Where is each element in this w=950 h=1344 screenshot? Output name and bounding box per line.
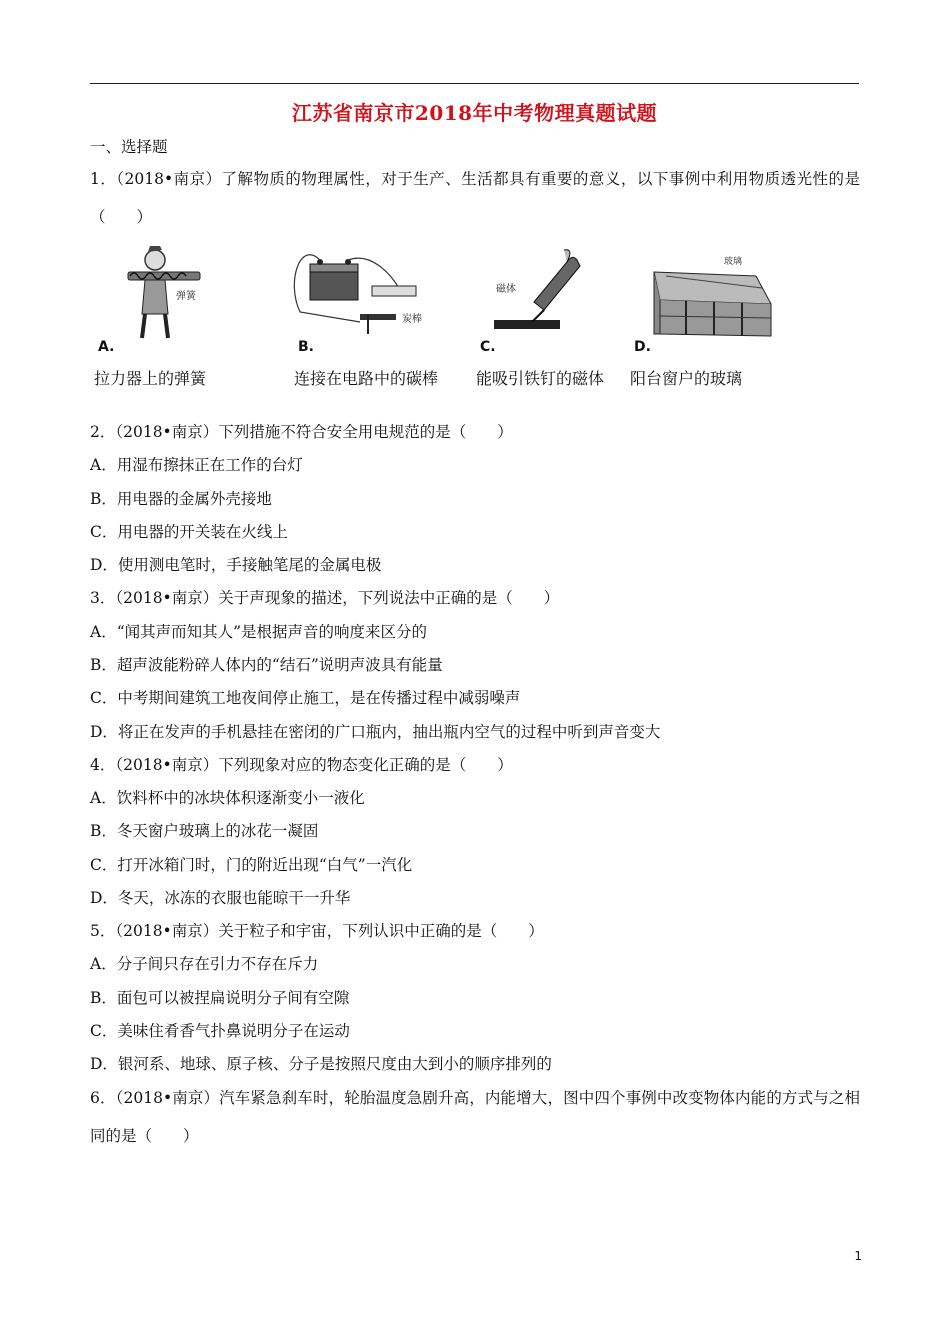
figure-b-caption: 连接在电路中的碳棒 xyxy=(294,369,439,388)
question-5-stem: 5．（2018•南京）关于粒子和宇宙，下列认识中正确的是（ ） xyxy=(90,922,544,940)
question-2-stem: 2．（2018•南京）下列措施不符合安全用电规范的是（ ） xyxy=(90,423,513,441)
question-2-option-a: A．用湿布擦抹正在工作的台灯 xyxy=(90,456,303,474)
question-3-option-b: B．超声波能粉碎人体内的“结石”说明声波具有能量 xyxy=(90,656,443,674)
section-heading: 一、选择题 xyxy=(90,138,168,156)
figure-c-letter: C. xyxy=(480,339,496,355)
question-3-stem: 3．（2018•南京）关于声现象的描述，下列说法中正确的是（ ） xyxy=(90,589,560,607)
page-title: 江苏省南京市2018年中考物理真题试题 xyxy=(291,101,658,125)
question-2-option-c: C．用电器的开关装在火线上 xyxy=(90,523,288,541)
question-4-option-b: B．冬天窗户玻璃上的冰花一凝固 xyxy=(90,822,319,840)
figure-a-letter: A. xyxy=(98,339,115,355)
question-4-stem: 4．（2018•南京）下列现象对应的物态变化正确的是（ ） xyxy=(90,756,513,774)
question-1-figures xyxy=(90,242,790,392)
question-3-option-d: D．将正在发声的手机悬挂在密闭的广口瓶内，抽出瓶内空气的过程中听到声音变大 xyxy=(90,723,661,741)
figure-b xyxy=(290,242,450,392)
question-3-option-c: C．中考期间建筑工地夜间停止施工，是在传播过程中减弱噪声 xyxy=(90,689,521,707)
question-4-option-a: A．饮料杯中的冰块体积逐渐变小一液化 xyxy=(90,789,365,807)
question-4-option-d: D．冬天，冰冻的衣服也能晾干一升华 xyxy=(90,889,351,907)
question-5-option-c: C．美味住肴香气扑鼻说明分子在运动 xyxy=(90,1022,350,1040)
figure-c-caption: 能吸引铁钉的磁体 xyxy=(476,369,605,388)
figure-d-label: 玻璃 xyxy=(724,257,743,267)
magnet-illustration xyxy=(472,242,632,342)
figure-d-letter: D. xyxy=(634,339,651,355)
balcony-window-illustration xyxy=(626,242,786,342)
question-2-option-d: D．使用测电笔时，手接触笔尾的金属电极 xyxy=(90,556,382,574)
question-6-stem: 6．（2018•南京）汽车紧急刹车时，轮胎温度急剧升高，内能增大，图中四个事例中改变物体内能的方式与之相同的是（ ） xyxy=(90,1089,860,1145)
figure-c-label: 磁体 xyxy=(496,284,516,295)
spring-expander-illustration xyxy=(90,242,250,342)
figure-d-caption: 阳台窗户的玻璃 xyxy=(630,369,743,388)
question-3-option-a: A．“闻其声而知其人”是根据声音的响度来区分的 xyxy=(90,623,428,641)
question-1-stem: 1．（2018•南京）了解物质的物理属性，对于生产、生活都具有重要的意义，以下事例中利用物质透光性的是（ ） xyxy=(90,170,860,226)
question-2-option-b: B．用电器的金属外壳接地 xyxy=(90,490,272,508)
question-5-option-d: D．银河系、地球、原子核、分子是按照尺度由大到小的顺序排列的 xyxy=(90,1055,552,1073)
page-number: 1 xyxy=(854,1249,862,1263)
figure-a xyxy=(90,242,250,392)
figure-b-label: 炭棒 xyxy=(402,314,422,325)
figure-c xyxy=(472,242,632,392)
header-rule xyxy=(90,83,859,84)
figure-a-label: 弹簧 xyxy=(176,291,196,302)
question-5-option-b: B．面包可以被捏扁说明分子间有空隙 xyxy=(90,989,350,1007)
figure-b-letter: B. xyxy=(298,339,314,355)
figure-a-caption: 拉力器上的弹簧 xyxy=(94,369,207,388)
question-4-option-c: C．打开冰箱门时，门的附近出现“白气”一汽化 xyxy=(90,856,413,874)
question-5-option-a: A．分子间只存在引力不存在斥力 xyxy=(90,955,319,973)
carbon-rod-circuit-illustration xyxy=(290,242,450,342)
figure-d xyxy=(626,242,786,392)
